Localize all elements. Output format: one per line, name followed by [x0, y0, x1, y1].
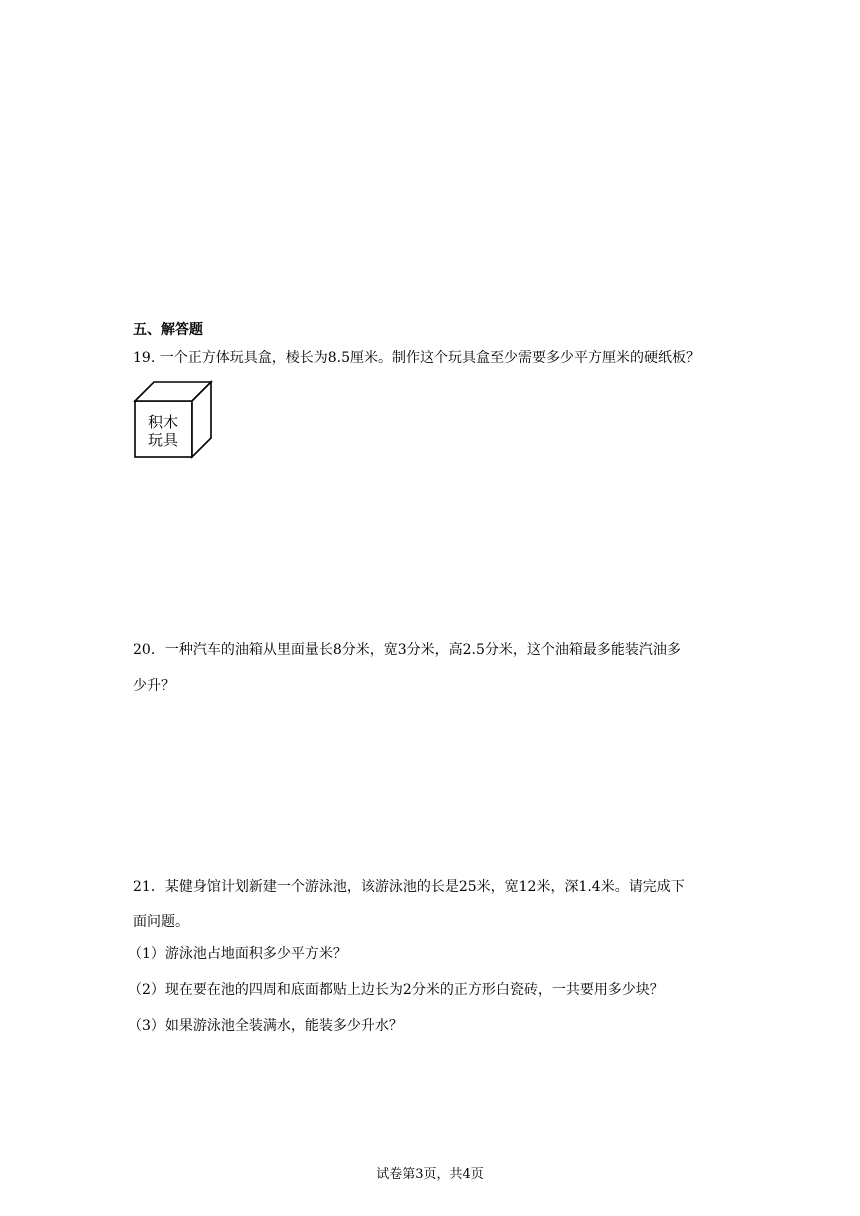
- question-20-line2: 少升？: [133, 678, 175, 694]
- question-20-line1: 20．一种汽车的油箱从里面量长8分米，宽3分米，高2.5分米，这个油箱最多能装汽油多: [133, 642, 681, 658]
- question-21-line1: 21．某健身馆计划新建一个游泳池，该游泳池的长是25米，宽12米，深1.4米。请完成下: [133, 879, 685, 895]
- cube-label-line1: 积木: [147, 413, 179, 431]
- toy-box-cube-figure: [133, 380, 217, 460]
- question-19-text: 19. 一个正方体玩具盒，棱长为8.5厘米。制作这个玩具盒至少需要多少平方厘米的硬纸板？: [133, 350, 700, 366]
- question-21-line2: 面问题。: [133, 914, 189, 930]
- question-21-sub-2: （2）现在要在池的四周和底面都贴上边长为2分米的正方形白瓷砖，一共要用多少块？: [128, 982, 664, 998]
- page-footer: 试卷第3页，共4页: [376, 1167, 484, 1182]
- question-21-sub-1: （1）游泳池占地面积多少平方米？: [128, 946, 347, 962]
- cube-label-line2: 玩具: [147, 431, 179, 449]
- question-21-sub-3: （3）如果游泳池全装满水，能装多少升水？: [128, 1018, 403, 1034]
- section-title: 五、解答题: [133, 322, 203, 338]
